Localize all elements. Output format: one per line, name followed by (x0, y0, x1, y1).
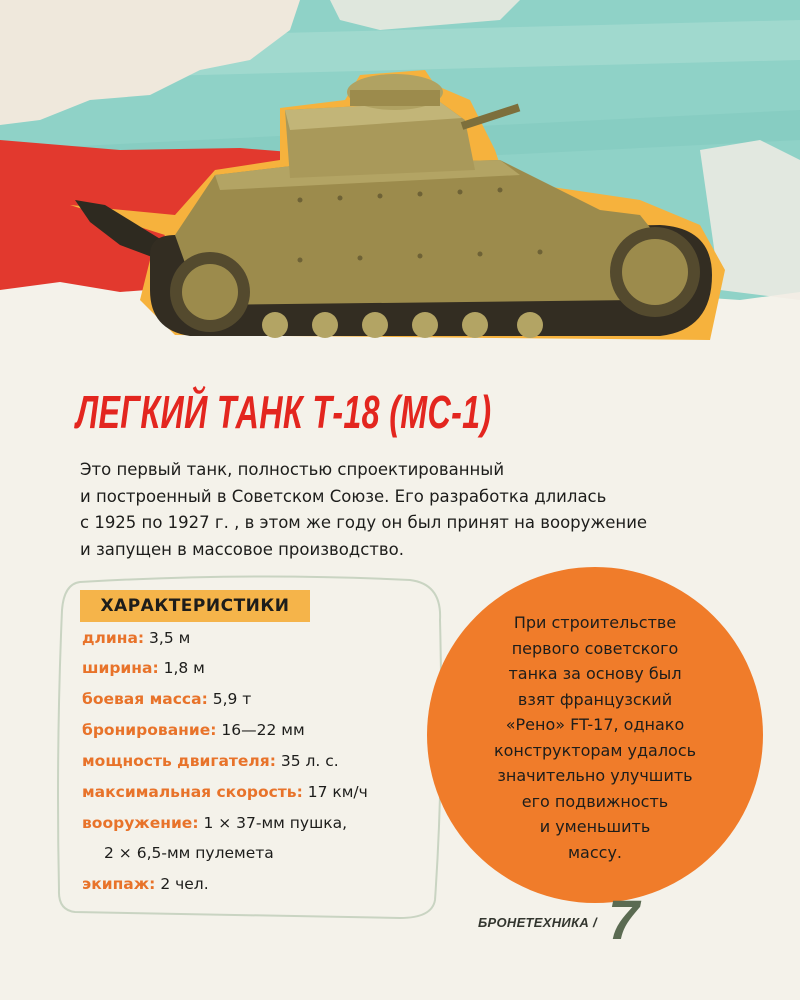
spec-label: бронирование: (82, 721, 217, 739)
spec-value: 2 × 6,5-мм пулемета (104, 844, 274, 862)
callout-line: конструкторам удалось (493, 740, 697, 760)
spec-value: 1 × 37-мм пушка, (203, 814, 348, 832)
spec-label: вооружение: (82, 814, 199, 832)
callout-line: значительно улучшить (497, 766, 693, 785)
spec-label: экипаж: (82, 875, 156, 893)
spec-value: 2 чел. (160, 875, 209, 893)
callout-line: При строительстве (513, 613, 677, 632)
callout-line: взят французский (517, 689, 673, 709)
spec-value: 5,9 т (212, 690, 252, 708)
spec-crew (82, 873, 209, 895)
callout-line: и уменьшить (539, 817, 651, 836)
callout-text (427, 610, 763, 865)
callout-line: массу. (567, 842, 623, 862)
spec-combat-mass (82, 688, 251, 710)
callout-line: «Рено» FT-17, однако (505, 715, 685, 734)
spec-length (82, 627, 190, 649)
spec-armor (82, 719, 305, 741)
intro-line: и построенный в Советском Союзе. Его разработка длилась (80, 487, 607, 506)
spec-width (82, 657, 205, 679)
spec-value: 35 л. с. (280, 752, 339, 770)
spec-label: ширина: (82, 659, 159, 677)
footer-section-label: БРОНЕТЕХНИКА / (478, 915, 597, 930)
banner-illustration (0, 0, 800, 360)
specs-heading: ХАРАКТЕРИСТИКИ (80, 590, 310, 622)
spec-armament-continued (104, 842, 274, 864)
callout-line: его подвижность (521, 791, 669, 811)
spec-max-speed (82, 781, 368, 803)
spec-armament (82, 812, 347, 834)
spec-label: мощность двигателя: (82, 752, 276, 770)
page-title: ЛЕГКИЙ ТАНК Т-18 (МС-1) (76, 386, 492, 438)
spec-value: 3,5 м (149, 629, 191, 647)
spec-value: 16—22 мм (221, 721, 305, 739)
intro-line: и запущен в массовое производство. (80, 540, 404, 559)
spec-value: 1,8 м (163, 659, 205, 677)
spec-label: максимальная скорость: (82, 783, 303, 801)
spec-value: 17 км/ч (307, 783, 368, 801)
page-number: 7 (608, 888, 640, 951)
spec-label: длина: (82, 629, 145, 647)
spec-engine-power (82, 750, 339, 772)
callout-line: танка за основу был (508, 664, 682, 683)
spec-label: боевая масса: (82, 690, 208, 708)
intro-line: с 1925 по 1927 г. , в этом же году он был принят на вооружение (80, 513, 648, 532)
intro-line: Это первый танк, полностью спроектированный (80, 460, 505, 479)
callout-line: первого советского (511, 638, 679, 658)
